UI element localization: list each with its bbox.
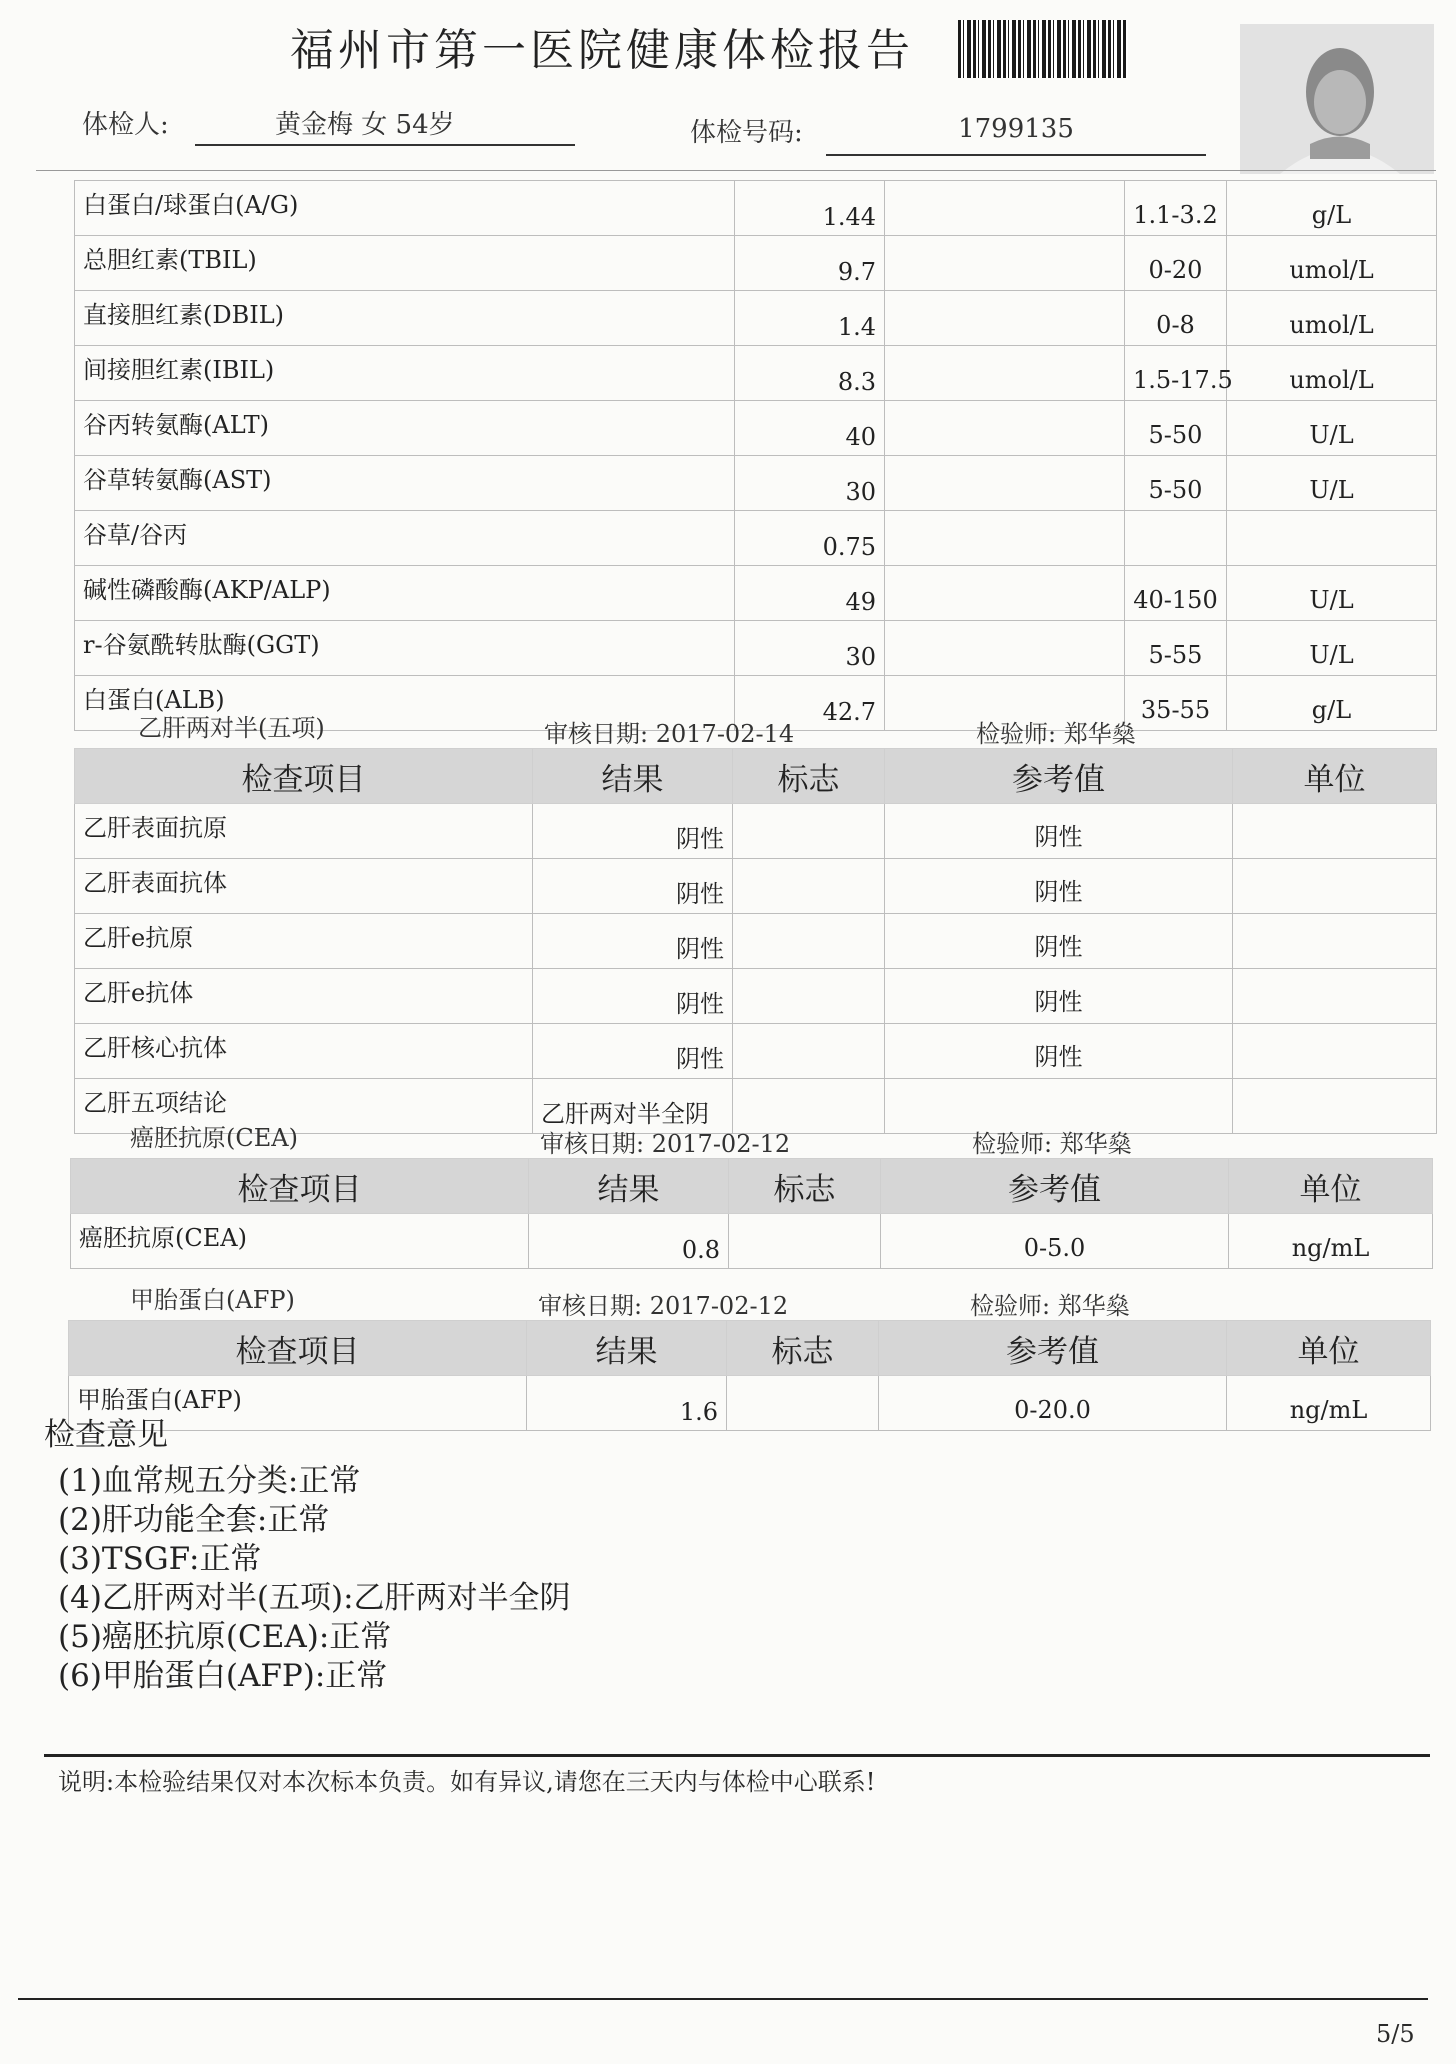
reference-range <box>1125 511 1227 566</box>
table-row <box>71 1214 1433 1269</box>
hbv-col-unit: 单位 <box>1233 749 1437 804</box>
patient-photo <box>1240 24 1434 174</box>
result-value: 1.44 <box>735 181 885 236</box>
result-value: 0.75 <box>735 511 885 566</box>
afp-flag <box>727 1376 879 1431</box>
flag-cell <box>885 401 1125 456</box>
flag-cell <box>733 859 885 914</box>
table-row <box>75 456 1437 511</box>
item-name: 碱性磷酸酶(AKP/ALP) <box>75 566 735 621</box>
unit-value <box>1233 914 1437 969</box>
result-value: 30 <box>735 621 885 676</box>
reference-range: 5-50 <box>1125 401 1227 456</box>
afp-item-name: 甲胎蛋白(AFP) <box>69 1376 527 1431</box>
cea-unit: ng/mL <box>1229 1214 1433 1269</box>
table-row <box>75 914 1437 969</box>
result-value: 阴性 <box>533 859 733 914</box>
item-name: 总胆红素(TBIL) <box>75 236 735 291</box>
opinion-item: (2)肝功能全套:正常 <box>58 1502 330 1538</box>
flag-cell <box>733 969 885 1024</box>
flag-cell <box>885 181 1125 236</box>
afp-tester: 检验师: 郑华燊 <box>970 1292 1130 1320</box>
result-value: 40 <box>735 401 885 456</box>
reference-range: 1.1-3.2 <box>1125 181 1227 236</box>
footer-note: 说明:本检验结果仅对本次标本负责。如有异议,请您在三天内与体检中心联系! <box>58 1768 876 1796</box>
opinion-item: (6)甲胎蛋白(AFP):正常 <box>58 1658 388 1694</box>
unit-value <box>1233 859 1437 914</box>
reference-range: 35-55 <box>1125 676 1227 731</box>
exam-no-value: 1799135 <box>826 114 1206 156</box>
hbv-table <box>74 748 1437 1134</box>
item-name: 乙肝核心抗体 <box>75 1024 533 1079</box>
cea-col-result: 结果 <box>529 1159 729 1214</box>
item-name: r-谷氨酰转肽酶(GGT) <box>75 621 735 676</box>
item-name: 乙肝五项结论 <box>75 1079 533 1134</box>
header-divider <box>36 170 1436 171</box>
item-name: 谷草/谷丙 <box>75 511 735 566</box>
reference-value: 阴性 <box>885 914 1233 969</box>
unit-value <box>1227 511 1437 566</box>
table-row <box>75 346 1437 401</box>
reference-value: 阴性 <box>885 859 1233 914</box>
result-value: 阴性 <box>533 914 733 969</box>
result-value: 1.4 <box>735 291 885 346</box>
afp-unit: ng/mL <box>1227 1376 1431 1431</box>
result-value: 30 <box>735 456 885 511</box>
liver-function-table <box>74 180 1437 731</box>
flag-cell <box>885 621 1125 676</box>
cea-col-item: 检查项目 <box>71 1159 529 1214</box>
flag-cell <box>885 291 1125 346</box>
afp-col-result: 结果 <box>527 1321 727 1376</box>
hbv-date: 审核日期: 2017-02-14 <box>544 720 795 748</box>
afp-table <box>68 1320 1431 1431</box>
unit-value: umol/L <box>1227 236 1437 291</box>
table-row <box>75 291 1437 346</box>
hbv-section-title: 乙肝两对半(五项) <box>138 714 325 742</box>
cea-item-name: 癌胚抗原(CEA) <box>71 1214 529 1269</box>
cea-col-unit: 单位 <box>1229 1159 1433 1214</box>
opinion-item: (5)癌胚抗原(CEA):正常 <box>58 1619 392 1655</box>
flag-cell <box>885 511 1125 566</box>
hbv-col-item: 检查项目 <box>75 749 533 804</box>
unit-value <box>1233 804 1437 859</box>
opinion-list <box>58 1462 571 1696</box>
reference-range: 1.5-17.5 <box>1125 346 1227 401</box>
item-name: 间接胆红素(IBIL) <box>75 346 735 401</box>
cea-flag <box>729 1214 881 1269</box>
afp-section-title: 甲胎蛋白(AFP) <box>130 1286 295 1314</box>
unit-value <box>1233 969 1437 1024</box>
flag-cell <box>733 804 885 859</box>
reference-range: 0-20 <box>1125 236 1227 291</box>
table-row <box>75 804 1437 859</box>
item-name: 乙肝e抗体 <box>75 969 533 1024</box>
opinion-title: 检查意见 <box>44 1417 168 1453</box>
unit-value: U/L <box>1227 621 1437 676</box>
person-photo-icon <box>1240 24 1434 174</box>
reference-value: 阴性 <box>885 804 1233 859</box>
result-value: 9.7 <box>735 236 885 291</box>
flag-cell <box>733 914 885 969</box>
cea-table <box>70 1158 1433 1269</box>
barcode <box>958 20 1128 78</box>
item-name: 白蛋白/球蛋白(A/G) <box>75 181 735 236</box>
afp-result: 1.6 <box>527 1376 727 1431</box>
reference-range: 5-55 <box>1125 621 1227 676</box>
table-row <box>75 181 1437 236</box>
cea-col-flag: 标志 <box>729 1159 881 1214</box>
table-row <box>75 236 1437 291</box>
opinion-item: (1)血常规五分类:正常 <box>58 1463 361 1499</box>
cea-ref: 0-5.0 <box>881 1214 1229 1269</box>
flag-cell <box>885 236 1125 291</box>
hbv-col-ref: 参考值 <box>885 749 1233 804</box>
cea-col-ref: 参考值 <box>881 1159 1229 1214</box>
table-row <box>75 1024 1437 1079</box>
item-name: 谷草转氨酶(AST) <box>75 456 735 511</box>
cea-date: 审核日期: 2017-02-12 <box>540 1130 791 1158</box>
hbv-col-flag: 标志 <box>733 749 885 804</box>
table-row <box>75 969 1437 1024</box>
table-row <box>75 859 1437 914</box>
item-name: 白蛋白(ALB) <box>75 676 735 731</box>
table-row <box>75 511 1437 566</box>
cea-result: 0.8 <box>529 1214 729 1269</box>
flag-cell <box>885 456 1125 511</box>
opinion-item: (3)TSGF:正常 <box>58 1541 262 1577</box>
report-title: 福州市第一医院健康体检报告 <box>290 25 914 76</box>
result-value: 阴性 <box>533 804 733 859</box>
opinion-item: (4)乙肝两对半(五项):乙肝两对半全阴 <box>58 1580 571 1616</box>
result-value: 阴性 <box>533 969 733 1024</box>
afp-col-item: 检查项目 <box>69 1321 527 1376</box>
afp-col-flag: 标志 <box>727 1321 879 1376</box>
cea-section-title: 癌胚抗原(CEA) <box>130 1124 298 1152</box>
cea-tester: 检验师: 郑华燊 <box>972 1130 1132 1158</box>
item-name: 直接胆红素(DBIL) <box>75 291 735 346</box>
result-value: 42.7 <box>735 676 885 731</box>
unit-value <box>1233 1079 1437 1134</box>
hbv-tester: 检验师: 郑华燊 <box>976 720 1136 748</box>
table-row <box>75 401 1437 456</box>
flag-cell <box>885 566 1125 621</box>
item-name: 乙肝表面抗体 <box>75 859 533 914</box>
reference-value: 阴性 <box>885 969 1233 1024</box>
examinee-value: 黄金梅 女 54岁 <box>195 104 575 146</box>
result-value: 阴性 <box>533 1024 733 1079</box>
unit-value: U/L <box>1227 566 1437 621</box>
table-row <box>69 1376 1431 1431</box>
result-value: 乙肝两对半全阴 <box>533 1079 733 1134</box>
hbv-col-result: 结果 <box>533 749 733 804</box>
unit-value <box>1233 1024 1437 1079</box>
flag-cell <box>733 1024 885 1079</box>
result-value: 8.3 <box>735 346 885 401</box>
reference-range: 40-150 <box>1125 566 1227 621</box>
item-name: 乙肝表面抗原 <box>75 804 533 859</box>
exam-no-label: 体检号码: <box>690 118 803 148</box>
result-value: 49 <box>735 566 885 621</box>
table-row <box>75 566 1437 621</box>
afp-date: 审核日期: 2017-02-12 <box>538 1292 789 1320</box>
afp-col-ref: 参考值 <box>879 1321 1227 1376</box>
unit-value: U/L <box>1227 456 1437 511</box>
unit-value: umol/L <box>1227 346 1437 401</box>
table-row <box>75 621 1437 676</box>
page-number: 5/5 <box>1376 2020 1415 2048</box>
afp-col-unit: 单位 <box>1227 1321 1431 1376</box>
item-name: 乙肝e抗原 <box>75 914 533 969</box>
item-name: 谷丙转氨酶(ALT) <box>75 401 735 456</box>
examinee-label: 体检人: <box>82 110 169 140</box>
unit-value: g/L <box>1227 181 1437 236</box>
unit-value: umol/L <box>1227 291 1437 346</box>
unit-value: U/L <box>1227 401 1437 456</box>
unit-value: g/L <box>1227 676 1437 731</box>
reference-value: 阴性 <box>885 1024 1233 1079</box>
footer-divider <box>18 1998 1428 2000</box>
flag-cell <box>885 346 1125 401</box>
reference-range: 5-50 <box>1125 456 1227 511</box>
reference-range: 0-8 <box>1125 291 1227 346</box>
note-divider <box>44 1754 1430 1757</box>
afp-ref: 0-20.0 <box>879 1376 1227 1431</box>
